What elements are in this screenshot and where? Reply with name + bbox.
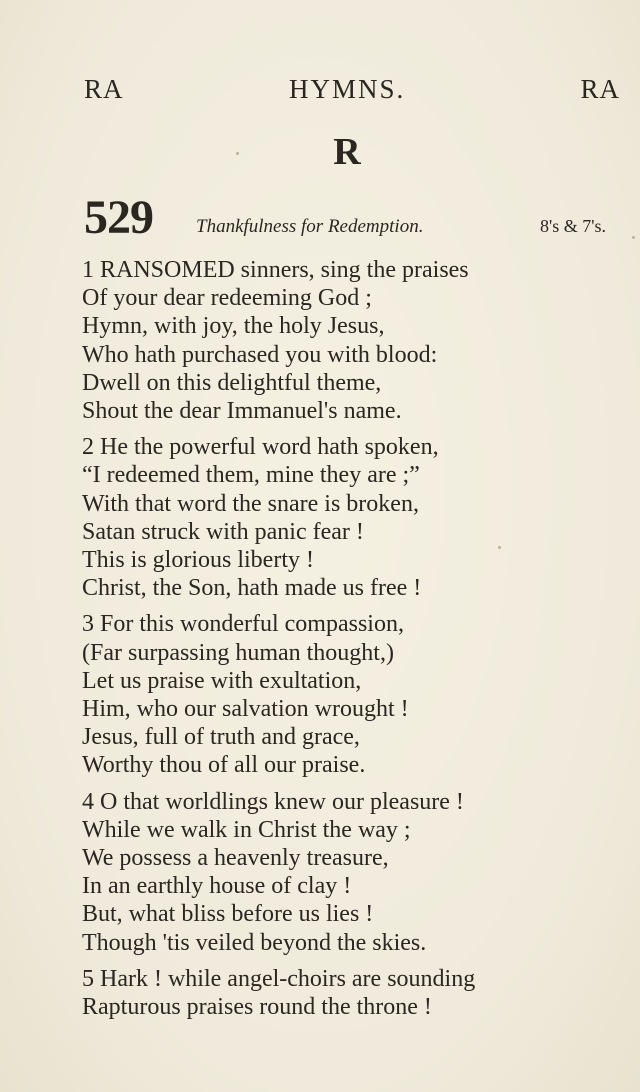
verse-line: We possess a heavenly treasure, — [82, 845, 389, 872]
hymn-title: Thankfulness for Redemption. — [196, 216, 424, 237]
hymn-heading — [84, 192, 614, 244]
verse-line: Satan struck with panic fear ! — [82, 518, 364, 545]
verse-line: Dwell on this delightful theme, — [82, 369, 382, 396]
verse-line: Rapturous praises round the throne ! — [82, 994, 432, 1021]
verse-line: Though 'tis veiled beyond the skies. — [82, 929, 427, 956]
verse-line: 3 For this wonderful compassion, — [82, 611, 404, 638]
verse-line: In an earthly house of clay ! — [82, 873, 352, 900]
paper-speck — [236, 152, 239, 155]
verse-line: 1 RANSOMED sinners, sing the praises — [82, 257, 469, 283]
verse-line: 2 He the powerful word hath spoken, — [82, 434, 439, 461]
verse-line: But, what bliss before us lies ! — [82, 901, 374, 928]
verse-line: Of your dear redeeming God ; — [82, 285, 372, 312]
stanza-1 — [82, 256, 612, 425]
verse-line: Christ, the Son, hath made us free ! — [82, 575, 422, 602]
header-title: HYMNS. — [289, 74, 406, 104]
stanza-4 — [82, 788, 612, 957]
verse-line: Shout the dear Immanuel's name. — [82, 398, 402, 425]
verse-line: 4 O that worldlings knew our pleasure ! — [82, 788, 464, 815]
stanza-5 — [82, 965, 612, 1021]
verse-line: Let us praise with exultation, — [82, 667, 362, 694]
running-header — [84, 74, 620, 110]
hymn-verses — [82, 256, 612, 1029]
stanza-3 — [82, 610, 612, 779]
hymn-number: 529 — [84, 191, 153, 244]
verse-line: Him, who our salvation wrought ! — [82, 696, 409, 723]
header-right-guide: RA — [580, 74, 620, 104]
verse-line: (Far surpassing human thought,) — [82, 639, 394, 666]
hymn-meter: 8's & 7's. — [540, 216, 606, 236]
paper-speck — [632, 236, 635, 239]
verse-line: Who hath purchased you with blood: — [82, 341, 438, 368]
stanza-2 — [82, 433, 612, 602]
verse-line: 5 Hark ! while angel-choirs are sounding — [82, 965, 476, 992]
verse-line: “I redeemed them, mine they are ;” — [82, 462, 420, 489]
section-letter: R — [333, 131, 361, 173]
verse-line: Worthy thou of all our praise. — [82, 752, 366, 779]
paper-speck — [498, 546, 501, 549]
verse-line: Hymn, with joy, the holy Jesus, — [82, 313, 385, 340]
verse-line: With that word the snare is broken, — [82, 490, 419, 517]
verse-line: Jesus, full of truth and grace, — [82, 724, 360, 751]
header-left-guide: RA — [84, 74, 124, 104]
verse-line: This is glorious liberty ! — [82, 547, 314, 574]
verse-line: While we walk in Christ the way ; — [82, 816, 411, 843]
